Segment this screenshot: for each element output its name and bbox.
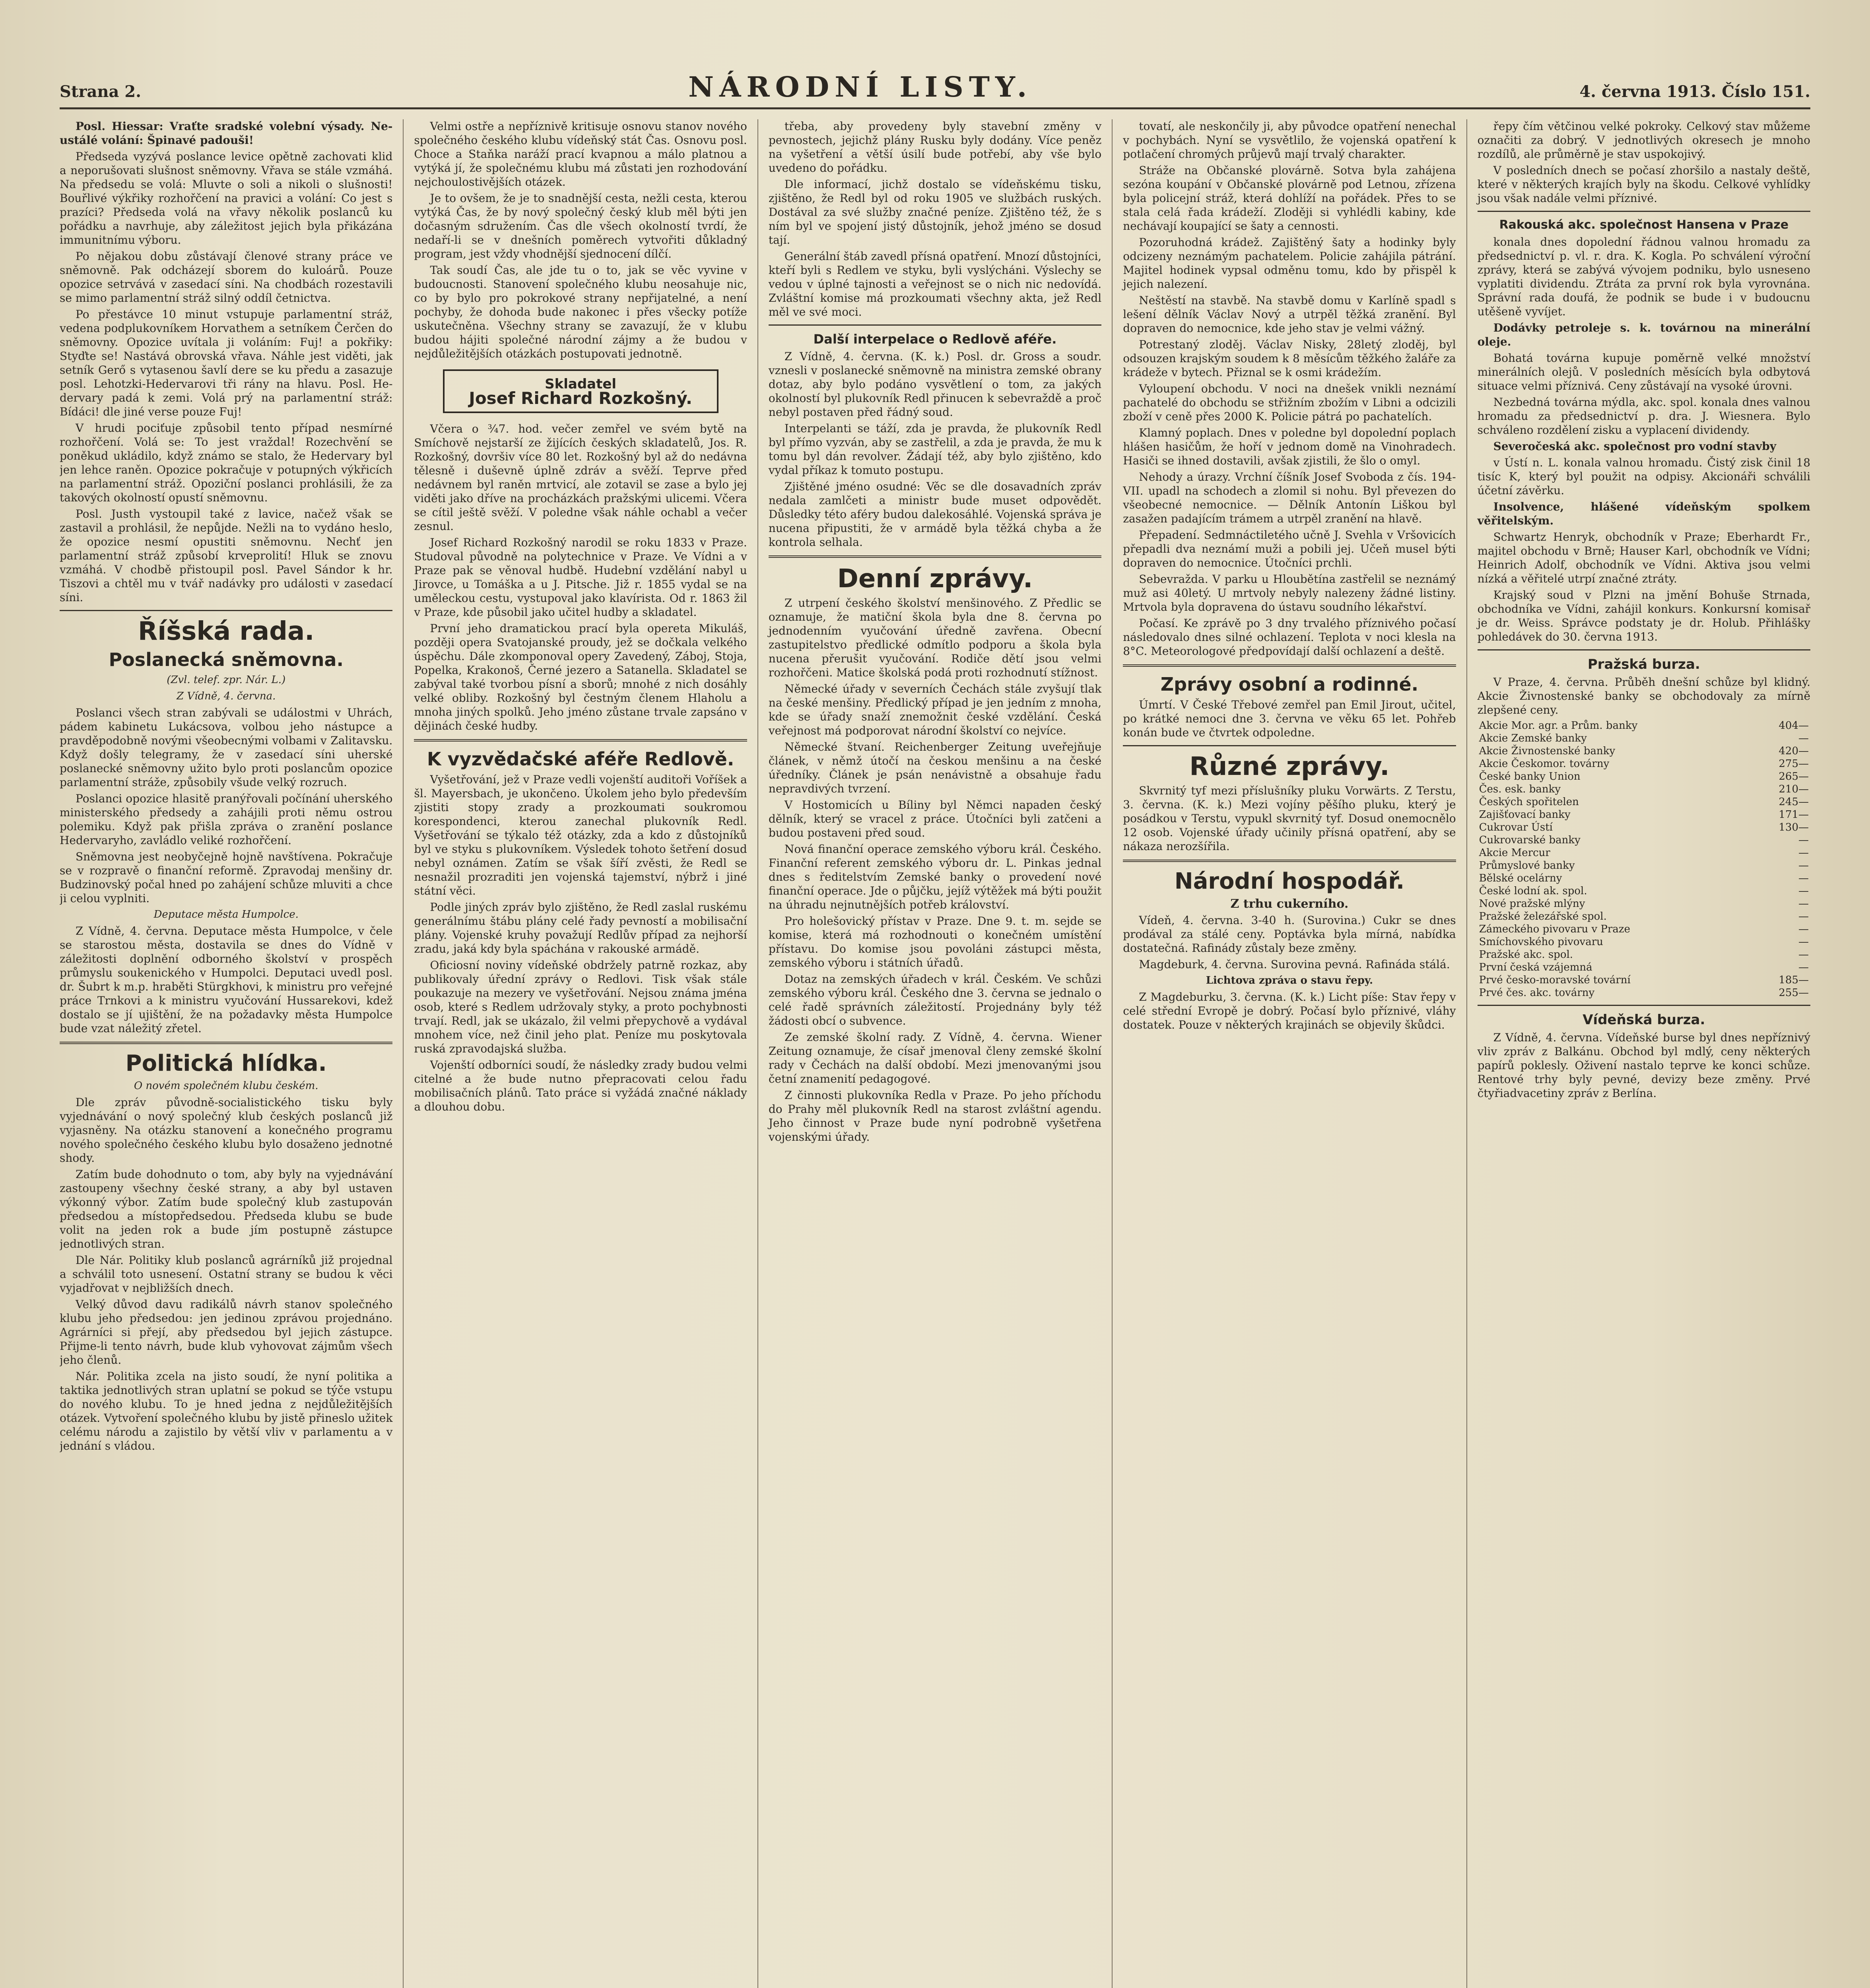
paragraph: Josef Richard Rozkošný narodil se roku 1833 v Praze. Studoval původně na polytechnice v Praze. Ve Vídni a v Praze pak se věnoval hudbě. Hudební vzdělání nabyl u Jirovce, u Tomáška a u J. Pitsche. Již r. 1855 vydal se na uměleckou cestu, vystupoval jako klavírista. Od r. 1863 žil v Praze, kde působil jako učitel hudby a skladatel. bbox=[414, 536, 747, 619]
stock-name: Čes. esk. banky bbox=[1479, 783, 1561, 795]
paragraph: V Hostomicích u Bíliny byl Němci napaden český dělník, který se vracel z práce. Útočníci byli zatčeni a budou postaveni před soud. bbox=[768, 798, 1102, 839]
obituary-label: Skladatel bbox=[545, 376, 617, 392]
stock-name: Akcie Živnostenské banky bbox=[1479, 745, 1616, 757]
column-2 bbox=[403, 119, 757, 1988]
stock-row bbox=[1478, 910, 1810, 923]
paragraph: Ze zemské školní rady. Z Vídně, 4. června. Wiener Zeitung oznamuje, že císař jmenoval členy zemské školní rady v Čechách na další období. Mezi jmenovanými jsou četní znamenití pedagogové. bbox=[768, 1031, 1102, 1085]
paragraph: Klamný poplach. Dnes v poledne byl dopolední poplach hlášen hasičům, že hoří v jednom domě na Vinohradech. Hasiči se ihned dostavili, avšak zjistili, že šlo o omyl. bbox=[1123, 426, 1456, 467]
paragraph: Magdeburk, 4. června. Surovina pevná. Rafináda stálá. bbox=[1139, 958, 1450, 971]
stock-row bbox=[1478, 732, 1810, 745]
stock-value: 404— bbox=[1779, 720, 1809, 732]
divider bbox=[1123, 860, 1456, 862]
stock-value: — bbox=[1798, 834, 1809, 846]
stock-row bbox=[1478, 923, 1810, 936]
paragraph: Pro holešovický přístav v Praze. Dne 9. t. m. sejde se komise, která má rozhodnouti o konečném umístění přístavu. Do komise jsou povoláni zástupci města, zemského výboru i státních úřadů. bbox=[768, 914, 1102, 969]
stock-value: 420— bbox=[1779, 745, 1809, 757]
divider bbox=[769, 555, 1101, 558]
stock-name: Průmyslové banky bbox=[1479, 860, 1575, 872]
paragraph: Z Vídně, 4. června. (K. k.) Posl. dr. Gross a soudr. vznesli v poslanecké sněmovně na ministra zemské obrany dotaz, aby bylo podáno vysvětlení o tom, za jakých okolností byl plukovník Redl přinucen k sebevraždě a proč nebyl postaven před řádný soud. bbox=[768, 350, 1102, 419]
stock-row bbox=[1478, 770, 1810, 783]
paragraph: Neštěstí na stavbě. Na stavbě domu v Karlíně spadl s lešení dělník Václav Nový a utrpěl těžká zranění. Byl dopraven do nemocnice, kde jeho stav je velmi vážný. bbox=[1123, 294, 1456, 335]
section-title: K vyzvědačské aféře Redlově. bbox=[427, 748, 734, 770]
divider bbox=[1478, 211, 1810, 212]
stock-value: 130— bbox=[1779, 821, 1809, 833]
paragraph: Velmi ostře a nepříznivě kritisuje osnovu stanov nového společného českého klubu vídeňský stát Čas. Osnovu posl. Choce a Staňka naráží prací kvapnou a málo platnou a vytýká jí, že společnému klubu má zůstati jen rozhodování nejchoulostivějších otázek. bbox=[414, 120, 747, 188]
paragraph: Schwartz Henryk, obchodník v Praze; Eberhardt Fr., majitel obchodu v Brně; Hauser Karl, obchodník ve Vídni; Heinrich Adolf, obchodník ve Vídni. Aktiva jsou velmi nízká a věřitelé utrpí značné ztráty. bbox=[1477, 530, 1811, 585]
paragraph: tovatí, ale neskončily ji, aby původce opatření nenechal v pochybách. Nyní se vysvětlilo, že vojenská opatření k potlačení chromých průjevů mají trvalý charakter. bbox=[1123, 120, 1456, 161]
subheading: Deputace města Humpolce. bbox=[153, 909, 299, 920]
stock-row bbox=[1478, 719, 1810, 732]
subheading: Severočeská akc. společnost pro vodní stavby bbox=[1493, 440, 1777, 453]
stock-name: Akcie Mercur bbox=[1479, 847, 1550, 859]
paragraph: V Praze, 4. června. Průběh dnešní schůze byl klidný. Akcie Živnostenské banky se obchodovaly za mírně zlepšené ceny. bbox=[1477, 676, 1811, 716]
paragraph: Z činnosti plukovníka Redla v Praze. Po jeho příchodu do Prahy měl plukovník Redl na starost zvláštní agendu. Jeho činnost v Praze bude nyní podrobně vyšetřena vojenskými úřady. bbox=[768, 1089, 1102, 1143]
paragraph: Generální štáb zavedl přísná opatření. Mnozí důstojníci, kteří byli s Redlem ve styku, byli vyslýcháni. Výslechy se vedou v úplné tajnosti a veřejnost se o nich nic nedovídá. Zvláštní komise má prozkoumati všechny akta, jež Redl měl ve své moci. bbox=[768, 250, 1102, 318]
stock-name: České banky Union bbox=[1479, 771, 1581, 782]
stock-value: 265— bbox=[1779, 771, 1809, 782]
stock-row bbox=[1478, 834, 1810, 846]
paragraph: Nezbedná továrna mýdla, akc. spol. konala dnes valnou hromadu za předsednictví p. dra. J. Wiesnera. Bylo schváleno rozdělení zisku a vyplacení dividendy. bbox=[1477, 396, 1811, 437]
paragraph: V posledních dnech se počasí zhoršilo a nastaly deště, které v některých krajích byly na škodu. Celkové vyhlídky jsou však nadále velmi příznivé. bbox=[1477, 164, 1811, 205]
paragraph: Podle jiných zpráv bylo zjištěno, že Redl zaslal ruskému generálnímu štábu plány celé řady pevností a mobilisační plány. Vojenské kruhy považují Redlův případ za nejhorší zradu, jaká kdy byla spáchána v rakouské armádě. bbox=[414, 901, 747, 955]
divider bbox=[60, 1042, 392, 1044]
paragraph: Německé úřady v severních Čechách stále zvyšují tlak na české menšiny. Předlický případ je jen jedním z mnoha, kde se úřady snaží znemožnit české vzdělání. Česká veřejnost má podporovat národní školství co nejvíce. bbox=[768, 682, 1102, 737]
paragraph: Potrestaný zloděj. Václav Nisky, 28letý zloděj, byl odsouzen krajským soudem k 8 měsícům těžkého žaláře za krádeže v bytech. Přiznal se k osmi krádežím. bbox=[1123, 338, 1456, 379]
obituary-name: Josef Richard Rozkošný. bbox=[469, 388, 692, 408]
paragraph: Nár. Politika zcela na jisto soudí, že nyní politika a taktika jednotlivých stran uplatní se pokud se týče vstupu do nového klubu. To je hned jedna z nejdůležitějších otázek. Vytvoření společného klubu by jistě přineslo užitek celému národu a zajistilo by větší vliv v parlamentu a v jednání s vládou. bbox=[60, 1370, 393, 1452]
section-title: Vídeňská burza. bbox=[1583, 1012, 1705, 1028]
stock-row bbox=[1478, 796, 1810, 808]
paragraph: Po přestávce 10 minut vstupuje parlamentní stráž, vedena podplukovníkem Horvathem a setníkem Čerčen do sněmovny. Opozice uvítala ji voláním: Fuj! a pokřiky: Styďte se! Nastává obrovská vřava. Náhle jest viděti, jak setník Gerő s vytasenou šavlí dere se ku předu a zasazuje posl. Lehotzki-Hedervarovi tři rány na hlavu. Posl. Hedervary padá k zemi. Volá prý na parlamentní stráž: Bídáci! dle jiné verse pouze Fuj! bbox=[60, 308, 393, 418]
paragraph: Krajský soud v Plzni na jmění Bohuše Strnada, obchodníka ve Vídni, zahájil konkurs. Konkursní komisař je dr. Weiss. Správce podstaty je dr. Holub. Přihlášky pohledávek do 30. června 1913. bbox=[1477, 588, 1811, 643]
paragraph: Nová finanční operace zemského výboru král. Českého. Finanční referent zemského výboru dr. L. Pinkas jednal dnes s ředitelstvím Zemské banky o provedení nové finanční operace. Jde o půjčku, jejíž výtěžek má býti použit na úhradu nejnutnějších potřeb království. bbox=[768, 843, 1102, 911]
newspaper-title: NÁRODNÍ LISTY. bbox=[688, 70, 1033, 103]
stock-row bbox=[1478, 808, 1810, 821]
paragraph: První jeho dramatickou prací byla opereta Mikuláš, později opera Svatojanské proudy, jež se dočkala velkého úspěchu. Dále zkomponoval opery Zavedený, Záboj, Stoja, Popelka, Krakonoš, Černé jezero a Satanella. Skladatel se zabýval také tvorbou písní a sborů; mnohé z nich dosáhly velké obliby. Rozkošný byl čestným členem Hlaholu a mnoha jiných spolků. Jeho jméno zůstane trvale zapsáno v dějinách české hudby. bbox=[414, 622, 747, 732]
section-subtitle: Poslanecká sněmovna. bbox=[109, 649, 344, 670]
stock-value: 171— bbox=[1779, 809, 1809, 821]
section-title: Říšská rada. bbox=[138, 617, 315, 646]
subheading: Lichtova zpráva o stavu řepy. bbox=[1206, 975, 1373, 986]
paragraph: konala dnes dopolední řádnou valnou hromadu za předsednictví p. vl. r. dra. K. Kogla. Po schválení výroční zprávy, která se zabývá vývojem podniku, bylo usneseno vyplatiti dividendu. Ztráta za první rok byla vyrovnána. Správní rada doufá, že podnik se bude i v budoucnu utěšeně vyvíjet. bbox=[1477, 235, 1811, 318]
section-title: Pražská burza. bbox=[1587, 656, 1700, 672]
stock-row bbox=[1478, 846, 1810, 859]
divider bbox=[60, 610, 392, 611]
stock-value: — bbox=[1798, 936, 1809, 948]
paragraph: Dotaz na zemských úřadech v král. Českém. Ve schůzi zemského výboru král. Českého dne 3. června se jednalo o celé řadě správních záležitostí. Projednány byly též žádosti obcí o subvence. bbox=[768, 973, 1102, 1027]
paragraph: Z Vídně, 4. června. Deputace města Humpolce, v čele se starostou města, dostavila se dnes do Vídně v záležitosti doplnění odborného školství v prospěch průmyslu soukenického v Humpolci. Deputaci uvedl posl. dr. Šubrt k m.p. hraběti Stürgkhovi, k ministru pro veřejné práce Trnkovi a k ministru vyučování Hussarekovi, kdež dostalo se jí ujištění, že na požadavky města Humpolce bude vzat náležitý zřetel. bbox=[60, 924, 393, 1035]
stock-value: — bbox=[1798, 949, 1809, 961]
stock-name: Českých spořitelen bbox=[1479, 796, 1579, 808]
stock-value: — bbox=[1798, 872, 1809, 884]
stock-name: České lodní ak. spol. bbox=[1479, 885, 1587, 897]
issue-date: 4. června 1913. Číslo 151. bbox=[1579, 82, 1810, 101]
page-number: Strana 2. bbox=[60, 82, 142, 101]
stock-name: Smíchovského pivovaru bbox=[1479, 936, 1603, 948]
stock-row bbox=[1478, 783, 1810, 796]
section-subtitle: Z trhu cukerního. bbox=[1230, 897, 1349, 911]
stock-row bbox=[1478, 872, 1810, 885]
paragraph: Poslanci všech stran zabývali se událostmi v Uhrách, pádem kabinetu Lukácsova, volbou jeho nástupce a pravděpodobně novými všeobecnými volbami v Zalitavsku. Když došly telegramy, že v zasedací síni uherské poslanecké sněmovny užito bylo proti poslancům opozice parlamentní stráže, způsobily všude velký rozruch. bbox=[60, 706, 393, 789]
section-title: Národní hospodář. bbox=[1174, 868, 1405, 894]
paragraph: Německé štvaní. Reichenberger Zeitung uveřejňuje článek, v němž útočí na českou menšinu a na české úředníky. Článek je psán nenávistně a obsahuje řadu nepravdivých tvrzení. bbox=[768, 740, 1102, 795]
section-title: Politická hlídka. bbox=[125, 1050, 327, 1076]
column-3 bbox=[757, 119, 1112, 1988]
section-title: Rakouská akc. společnost Hansena v Praze bbox=[1499, 218, 1789, 232]
paragraph: Sebevražda. V parku u Hloubětína zastřelil se neznámý muž asi 40letý. U mrtvoly nebyly nalezeny žádné listiny. Mrtvola byla dopravena do ústavu soudního lékařství. bbox=[1123, 573, 1456, 613]
page-header bbox=[60, 64, 1810, 109]
paragraph: Vyloupení obchodu. V noci na dnešek vnikli neznámí pachatelé do obchodu se střižním zbožím v Libni a odcizili zboží v ceně přes 2000 K. Policie pátrá po pachatelích. bbox=[1123, 382, 1456, 423]
dateline: Z Vídně, 4. června. bbox=[177, 690, 276, 702]
stock-row bbox=[1478, 859, 1810, 872]
stock-value: 185— bbox=[1779, 974, 1809, 986]
paragraph: Tak soudí Čas, ale jde tu o to, jak se věc vyvine v budoucnosti. Stanovení společného klubu neosahuje nic, co by bylo pro pokrokové strany nepřijatelné, a není pochyby, že dohoda bude nakonec i přes všecky potíže uskutečněna. Všechny strany se zavazují, že v klubu budou hájiti společné národní zájmy a že budou v nejdůležitějších otázkách postupovati jednotně. bbox=[414, 264, 747, 360]
column-1 bbox=[60, 119, 403, 1988]
paragraph: v Ústí n. L. konala valnou hromadu. Čistý zisk činil 18 tisíc K, který byl použit na odpisy. Akcionáři schválili účetní závěrku. bbox=[1477, 456, 1811, 497]
stock-name: Pražské akc. spol. bbox=[1479, 949, 1573, 961]
stock-name: Prvé čes. akc. továrny bbox=[1479, 987, 1595, 999]
paragraph: Posl. Hiessar: Vraťte sradské volební výsady. Neustálé volání: Špinavé padouši! bbox=[60, 120, 393, 147]
paragraph: Zatím bude dohodnuto o tom, aby byly na vyjednávání zastoupeny všechny české strany, a aby byl ustaven výkonný výbor. Zatím bude společný klub zastupován předsedou a místopředsedou. Předseda klubu se bude volit na jeden rok a bude jím postupně zástupce jednotlivých stran. bbox=[60, 1168, 393, 1250]
stock-value: 210— bbox=[1779, 783, 1809, 795]
subheading: Dodávky petroleje s. k. továrnou na minerální oleje. bbox=[1477, 321, 1811, 348]
stock-value: 255— bbox=[1779, 987, 1809, 999]
paragraph: Velký důvod davu radikálů návrh stanov společného klubu jeho předsedou: jen jedinou zprávou projednáno. Agrárníci si přejí, aby předsedou byl jejich zástupce. Přijme-li tento návrh, bude klub vyhovovat zájmům všech jeho členů. bbox=[60, 1298, 393, 1367]
stock-name: Bělské ocelárny bbox=[1479, 872, 1562, 884]
stock-name: Prvé česko-moravské tovární bbox=[1479, 974, 1631, 986]
paragraph: Je to ovšem, že je to snadnější cesta, nežli cesta, kterou vytýká Čas, že by nový společný český klub měl býti jen dočasným sdružením. Čas dle všech okolností tvrdí, že nedaří-li se v dnešních poměrech vytvořiti důkladný program, jest vždy vhodnější sjednocení dílčí. bbox=[414, 192, 747, 260]
stock-row bbox=[1478, 961, 1810, 974]
stock-name: První česká vzájemná bbox=[1479, 961, 1592, 973]
paragraph: Z Vídně, 4. června. Vídeňské burse byl dnes nepříznivý vliv zpráv z Balkánu. Obchod byl mdlý, ceny některých papírů poklesly. Oživení nastalo teprve ke konci schůze. Rentové trhy byly pevné, devizy beze změny. Prvé čtyřiadvacetiny zpráv z Berlína. bbox=[1477, 1031, 1811, 1100]
stock-value: — bbox=[1798, 898, 1809, 910]
paragraph: Stráže na Občanské plovárně. Sotva byla zahájena sezóna koupání v Občanské plovárně pod Letnou, zřízena byla policejní stráž, která dohlíží na pořádek. Přes to se stala celá řada krádeží. Zloději si vyhlédli kabiny, kde nechávají koupající se šaty a cennosti. bbox=[1123, 164, 1456, 233]
paragraph: Vyšetřování, jež v Praze vedli vojenští auditoři Voříšek a šl. Mayersbach, je ukončeno. Úkolem jeho bylo především zjistiti stopy zrady a prozkoumati soukromou korespondenci, kterou zanechal plukovník Redl. Vyšetřování se týkalo též otázky, zda a kdo z důstojníků byl ve styku s plukovníkem. Výsledek tohoto šetření dosud nebyl oznámen. Zatím se však šíří zvěsti, že Redl se nesnažil prozraditi jen vojenská tajemství, nýbrž i jiné státní věci. bbox=[414, 773, 747, 897]
paragraph: Skvrnitý tyf mezi příslušníky pluku Vorwärts. Z Terstu, 3. června. (K. k.) Mezi vojíny pěšího pluku, který je posádkou v Terstu, vypukl skvrnitý tyf. Dosud onemocnělo 12 osob. Vojenské úřady učinily přísná opatření, aby se nákaza nerozšířila. bbox=[1123, 784, 1456, 853]
section-subtitle: O novém společném klubu českém. bbox=[134, 1080, 318, 1092]
paragraph: Pozoruhodná krádež. Zajištěný šaty a hodinky byly odcizeny neznámým pachatelem. Policie zahájila pátrání. Majitel hodinek vypsal odměnu tomu, kdo by přispěl k jejich nalezení. bbox=[1123, 236, 1456, 291]
stock-value: 275— bbox=[1779, 758, 1809, 770]
stock-row bbox=[1478, 757, 1810, 770]
divider bbox=[1478, 1005, 1810, 1006]
paragraph: Předseda vyzývá poslance levice opětně zachovati klid a neporušovati slušnost sněmovny. Vřava se stále vzmáhá. Na předsedu se volá: Mluvte o soli a nikoli o slušnosti! Bouřlivé výkřiky rozhořčení na pravici a volání: Co jest s prazíci? Předseda volá na vřavy několik poslanců ku pořádku a navrhuje, aby záležitost jejich byla přikázána immunitnímu výboru. bbox=[60, 150, 393, 247]
stock-value: — bbox=[1798, 923, 1809, 935]
divider bbox=[769, 324, 1101, 326]
stock-name: Cukrovar Ústí bbox=[1479, 821, 1553, 833]
stock-name: Akcie Mor. agr. a Prům. banky bbox=[1479, 720, 1638, 732]
stock-name: Zámeckého pivovaru v Praze bbox=[1479, 923, 1630, 935]
stock-row bbox=[1478, 821, 1810, 834]
divider bbox=[1123, 664, 1456, 667]
paragraph: Vídeň, 4. června. 3-40 h. (Surovina.) Cukr se dnes prodával za stálé ceny. Poptávka byla mírná, nabídka dostatečná. Rafinády zůstaly beze změny. bbox=[1123, 914, 1456, 955]
paragraph: Včera o ¾7. hod. večer zemřel ve svém bytě na Smíchově nejstarší ze žijících českých skladatelů, Jos. R. Rozkošný, dovršiv více 80 let. Rozkošný byl až do nedávna tělesně i duševně úplně zdráv a svěží. Teprve před nedávnem byl raněn mrtvicí, ale zotavil se zase a bylo jej viděti jako dříve na procházkách pražskými ulicemi. Včera se cítil ještě svěží. V poledne však náhle ochabl a večer zesnul. bbox=[414, 422, 747, 533]
obituary-box bbox=[443, 369, 718, 413]
paragraph: Poslanci opozice hlasitě pranýřovali počínání uherského ministerského předsedy a zahájili proti němu ostrou polemiku. Když pak přišla zpráva o zranění poslance Hedervaryho, zavládlo veliké rozhořčení. bbox=[60, 792, 393, 847]
stock-value: — bbox=[1798, 885, 1809, 897]
paragraph: třeba, aby provedeny byly stavební změny v pevnostech, jejichž plány Rusku byly dodány. Více peněz na vyšetření a větší úsilí bude potřebí, aby vše bylo uvedeno do pořádku. bbox=[768, 120, 1102, 175]
paragraph: Posl. Justh vystoupil také z lavice, načež však se zastavil a prohlásil, že nepůjde. Nežli na to vydáno heslo, že opozice nesmí opustiti sněmovnu. Nechť jen parlamentní stráž způsobí krveprolití! Hluk se znovu vzmáhá. V chodbě přistoupil posl. Pavel Sándor k hr. Tiszovi a chtěl mu v tvář nadávky pro události v zasedací síni. bbox=[60, 507, 393, 604]
stock-name: Cukrovarské banky bbox=[1479, 834, 1581, 846]
paragraph: Z utrpení českého školství menšinového. Z Předlic se oznamuje, že matiční škola byla dne 8. června po jednodenním vyučování úředně zavřena. Obecní zastupitelstvo předlické odmítlo podporu a škola byla nucena přerušit vyučování. Rodiče dětí jsou velmi rozhořčeni. Matice školská podá proti rozhodnutí stížnost. bbox=[768, 596, 1102, 679]
paragraph: Počasí. Ke zprávě po 3 dny trvalého příznivého počasí následovalo dnes silné ochlazení. Teplota v noci klesla na 8°C. Meteorologové předpovídají další ochlazení a deště. bbox=[1123, 617, 1456, 658]
stock-row bbox=[1478, 974, 1810, 986]
stock-value: — bbox=[1798, 911, 1809, 922]
paragraph: řepy čím větčinou velké pokroky. Celkový stav můžeme označiti za dobrý. V jednotlivých okresech je mnoho rozdílů, ale průměrně je stav uspokojivý. bbox=[1477, 120, 1811, 161]
paragraph: V hrudi pociťuje způsobil tento případ nesmírné rozhořčení. Volá se: To jest vraždal! Rozechvění se poněkud ukládilo, když známo se stalo, že Hedervary byl jen lehce raněn. Opozice pokračuje v potupných výkřicích na parlamentní stráž. Opoziční poslanci prohlásili, že za takových okolností opustí sněmovnu. bbox=[60, 421, 393, 504]
stock-name: Akcie Českomor. továrny bbox=[1479, 758, 1610, 770]
stock-value: 245— bbox=[1779, 796, 1809, 808]
stock-name: Akcie Zemské banky bbox=[1479, 732, 1587, 744]
paragraph: Dle zpráv původně-socialistického tisku byly vyjednávání o nový společný klub českých poslanců již vyjasněny. Na otázku stanovení a konečného programu nového společného českého klubu bylo dosaženo jednotné shody. bbox=[60, 1096, 393, 1165]
section-title: Různé zprávy. bbox=[1189, 752, 1390, 781]
stock-name: Zajišťovací banky bbox=[1479, 809, 1571, 821]
paragraph: Přepadení. Sedmnáctiletého učně J. Svehla v Vršovicích přepadli dva neznámí muži a pobili jej. Učeň musel býti dopraven do nemocnice. Útočníci prchli. bbox=[1123, 528, 1456, 569]
stock-row bbox=[1478, 936, 1810, 948]
paragraph: Oficiosní noviny vídeňské obdržely patrně rozkaz, aby publikovaly úřední zprávy o Redlovi. Tisk však stále poukazuje na mezery ve vyšetřování. Nejsou známa jména osob, které s Redlem udržovaly styky, a proto pochybnosti trvají. Redl, jak se ukázalo, žil velmi přepychově a vydával mnohem více, než činil jeho plat. Peníze mu poskytovala ruská zpravodajská služba. bbox=[414, 959, 747, 1055]
paragraph: Úmrtí. V České Třebové zemřel pan Emil Jirout, učitel, po krátké nemoci dne 3. června ve věku 65 let. Pohřeb konán bude ve čtvrtek odpoledne. bbox=[1123, 698, 1456, 739]
divider bbox=[1478, 649, 1810, 650]
stock-row bbox=[1478, 986, 1810, 999]
stock-name: Nové pražské mlýny bbox=[1479, 898, 1585, 910]
stock-name: Pražské železářské spol. bbox=[1479, 911, 1607, 922]
column-5 bbox=[1466, 119, 1810, 1988]
stock-table bbox=[1478, 719, 1810, 999]
paragraph: Nehody a úrazy. Vrchní číšník Josef Svoboda z čís. 194-VII. upadl na schodech a zlomil si nohu. Byl převezen do všeobecné nemocnice. — Dělník Antonín Liškou byl zasažen padajícím trámem a utrpěl zranění na hlavě. bbox=[1123, 470, 1456, 525]
stock-row bbox=[1478, 885, 1810, 897]
stock-value: — bbox=[1798, 847, 1809, 859]
paragraph: Bohatá továrna kupuje poměrně velké množství minerálních olejů. V posledních měsících byla odbytová situace velmi příznivá. Ceny zůstávají na vysoké úrovni. bbox=[1477, 351, 1811, 392]
stock-value: — bbox=[1798, 732, 1809, 744]
paragraph: Zjištěné jméno osudné: Věc se dle dosavadních zpráv nedala zamlčeti a ministr bude muset odpovědět. Důsledky této aféry budou dalekosáhlé. Vojenská správa je nucena připustiti, že v armádě byla těžká chyba a že kontrola selhala. bbox=[768, 480, 1102, 549]
paragraph: Interpelanti se táží, zda je pravda, že plukovník Redl byl přímo vyzván, aby se zastřelil, a zda je pravda, že mu k tomu byl dán revolver. Žádají též, aby bylo zjištěno, kdo vydal příkaz k tomuto postupu. bbox=[768, 422, 1102, 477]
stock-value: — bbox=[1798, 860, 1809, 872]
article-columns bbox=[60, 119, 1810, 1988]
paragraph: Vojenští odborníci soudí, že následky zrady budou velmi citelné a že bude nutno přepracovati celou řadu mobilisačních plánů. Tato práce si vyžádá značné náklady a dlouhou dobu. bbox=[414, 1058, 747, 1113]
stock-value: — bbox=[1798, 961, 1809, 973]
paragraph: Dle Nár. Politiky klub poslanců agrárníků již projednal a schválil toto usnesení. Ostatní strany se budou k věci vyjadřovat v nejbližších dnech. bbox=[60, 1254, 393, 1295]
stock-row bbox=[1478, 948, 1810, 961]
paragraph: Sněmovna jest neobyčejně hojně navštívena. Pokračuje se v rozpravě o finanční reformě. Zpravodaj menšiny dr. Budzinovský počal hned po zahájení schůze mluviti a chce ji celou vyplniti. bbox=[60, 850, 393, 905]
stock-row bbox=[1478, 745, 1810, 757]
subheading: Insolvence, hlášené vídeňským spolkem věřitelským. bbox=[1477, 500, 1811, 527]
paragraph: Z Magdeburku, 3. června. (K. k.) Licht píše: Stav řepy v celé střední Evropě je dobrý. Počasí bylo příznivé, vláhy dostatek. Pouze v některých krajinách se objevily škůdci. bbox=[1123, 990, 1456, 1031]
divider bbox=[1123, 745, 1456, 746]
section-title: Zprávy osobní a rodinné. bbox=[1160, 674, 1419, 695]
section-title: Další interpelace o Redlově aféře. bbox=[813, 332, 1057, 347]
stock-row bbox=[1478, 897, 1810, 910]
section-title: Denní zprávy. bbox=[837, 564, 1033, 594]
paragraph: Dle informací, jichž dostalo se vídeňskému tisku, zjištěno, že Redl byl od roku 1905 ve službách ruských. Dostával za své služby značné peníze. Zjištěno též, že s ním byl ve spojení jistý důstojník, jehož jméno se dosud tají. bbox=[768, 178, 1102, 247]
dateline: (Zvl. telef. zpr. Nár. L.) bbox=[167, 674, 286, 686]
divider bbox=[414, 739, 747, 742]
column-4 bbox=[1112, 119, 1466, 1988]
paragraph: Po nějakou dobu zůstávají členové strany práce ve sněmovně. Pak odcházejí sborem do kuloárů. Pouze opozice setrvává v zasedací síni. Na chodbách rozestavili se mimo parlamentní stráž silný oddíl četnictva. bbox=[60, 250, 393, 305]
